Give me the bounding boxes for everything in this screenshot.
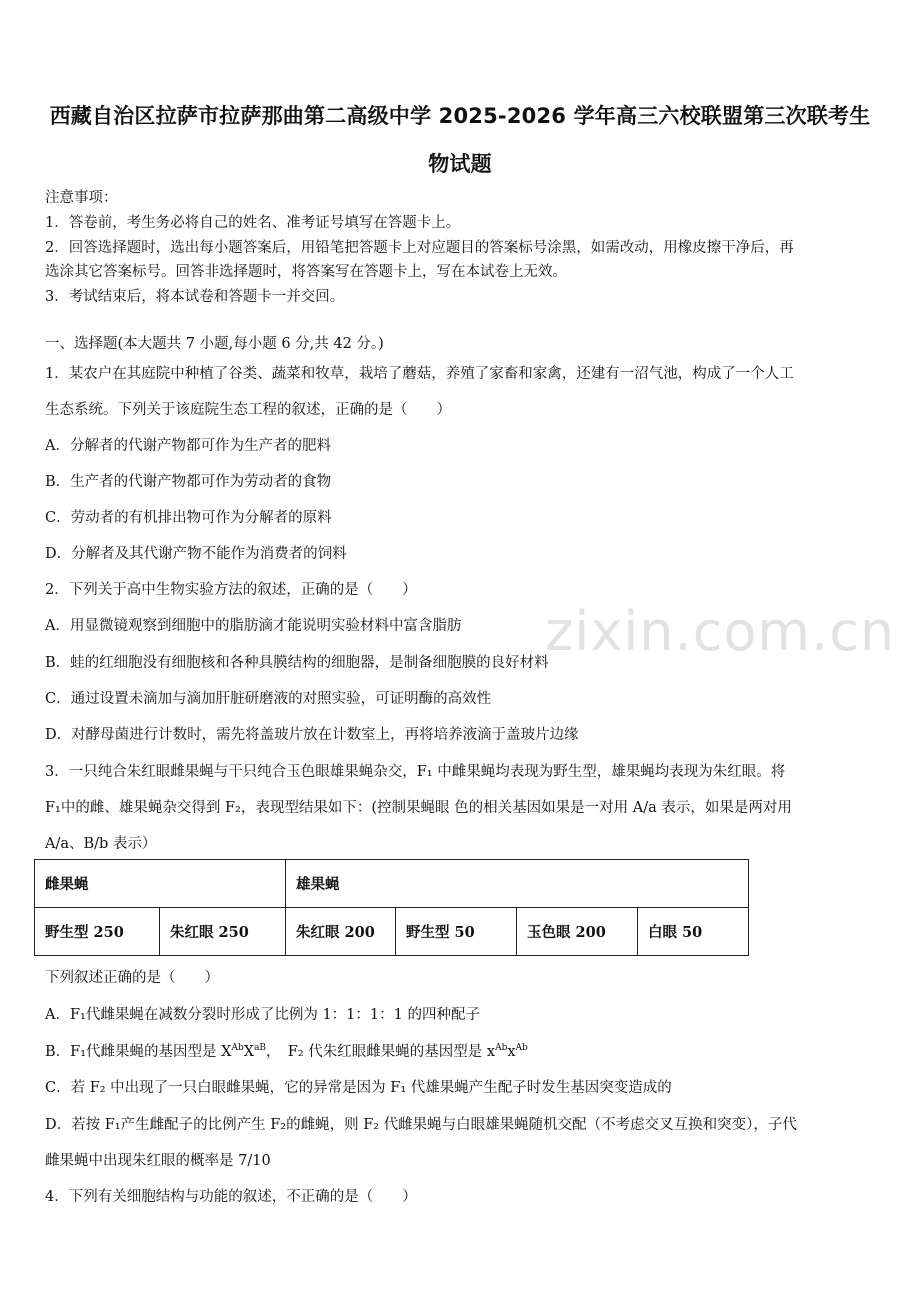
table-cell: 野生型 250 xyxy=(35,908,160,956)
table-cell: 玉色眼 200 xyxy=(517,908,638,956)
q1-option-a: A．分解者的代谢产物都可作为生产者的肥料 xyxy=(45,438,331,454)
q2-option-c: C．通过设置未滴加与滴加肝脏研磨液的对照实验，可证明酶的高效性 xyxy=(45,691,492,707)
notice-item-2a: 2．回答选择题时，选出每小题答案后，用铅笔把答题卡上对应题目的答案标号涂黑，如需改动，用橡皮擦干净后，再 xyxy=(45,240,794,256)
q3-option-b-part: ， F₂ 代朱红眼雌果蝇的基因型是 x xyxy=(266,1044,496,1060)
exam-title-line1: 西藏自治区拉萨市拉萨那曲第二高级中学 2025-2026 学年高三六校联盟第三次联考生 xyxy=(49,104,871,128)
notice-item-2b: 选涂其它答案标号。回答非选择题时，将答案写在答题卡上，写在本试卷上无效。 xyxy=(45,264,567,280)
q1-option-d: D．分解者及其代谢产物不能作为消费者的饲料 xyxy=(45,546,347,562)
q1-stem-b: 生态系统。下列关于该庭院生态工程的叙述，正确的是（ ） xyxy=(45,402,451,418)
table-cell: 白眼 50 xyxy=(638,908,749,956)
q1-option-b: B．生产者的代谢产物都可作为劳动者的食物 xyxy=(45,474,332,490)
table-cell: 朱红眼 200 xyxy=(286,908,396,956)
exam-title-line2: 物试题 xyxy=(428,152,492,176)
q3-option-b xyxy=(45,1040,528,1061)
table-row xyxy=(35,860,749,908)
superscript: Ab xyxy=(231,1043,244,1054)
section-heading: 一、选择题(本大题共 7 小题,每小题 6 分,共 42 分。) xyxy=(45,336,384,352)
q1-stem-a: 1．某农户在其庭院中种植了谷类、蔬菜和牧草，栽培了蘑菇，养殖了家畜和家禽，还建有一沼气池，构成了一个人工 xyxy=(45,366,794,382)
notice-heading: 注意事项： xyxy=(45,190,118,206)
superscript: Ab xyxy=(515,1043,528,1054)
table-cell: 朱红眼 250 xyxy=(160,908,286,956)
q3-option-a: A．F₁代雌果蝇在减数分裂时形成了比例为 1：1：1：1 的四种配子 xyxy=(45,1007,480,1023)
superscript: Ab xyxy=(495,1043,508,1054)
q2-option-a: A．用显微镜观察到细胞中的脂肪滴才能说明实验材料中富含脂肪 xyxy=(45,618,462,634)
q4-stem: 4．下列有关细胞结构与功能的叙述，不正确的是（ ） xyxy=(45,1189,417,1205)
q3-stem-c: A/a、B/b 表示） xyxy=(45,836,157,852)
q3-stem-a: 3．一只纯合朱红眼雌果蝇与干只纯合玉色眼雄果蝇杂交，F₁ 中雌果蝇均表现为野生型，雄果蝇均表现为朱红眼。将 xyxy=(45,764,786,780)
q3-option-d-a: D．若按 F₁产生雌配子的比例产生 F₂的雌蝇，则 F₂ 代雌果蝇与白眼雄果蝇随机交配（不考虑交叉互换和突变），子代 xyxy=(45,1117,797,1133)
q2-option-d: D．对酵母菌进行计数时，需先将盖玻片放在计数室上，再将培养液滴于盖玻片边缘 xyxy=(45,727,579,743)
q3-option-d-b: 雌果蝇中出现朱红眼的概率是 7/10 xyxy=(45,1153,271,1169)
q3-question: 下列叙述正确的是（ ） xyxy=(45,970,219,986)
q3-results-table xyxy=(34,859,749,956)
q1-option-c: C．劳动者的有机排出物可作为分解者的原料 xyxy=(45,510,332,526)
notice-item-3: 3．考试结束后，将本试卷和答题卡一并交回。 xyxy=(45,289,345,305)
q2-stem: 2．下列关于高中生物实验方法的叙述，正确的是（ ） xyxy=(45,582,417,598)
q3-option-b-part: X xyxy=(243,1044,255,1060)
female-header-cell: 雌果蝇 xyxy=(35,860,286,908)
table-row xyxy=(35,908,749,956)
notice-item-1: 1．答卷前，考生务必将自己的姓名、准考证号填写在答题卡上。 xyxy=(45,215,461,231)
watermark: zixin.com.cn xyxy=(545,600,896,663)
male-header-cell: 雄果蝇 xyxy=(286,860,749,908)
table-cell: 野生型 50 xyxy=(396,908,517,956)
q3-option-c: C．若 F₂ 中出现了一只白眼雌果蝇，它的异常是因为 F₁ 代雄果蝇产生配子时发生基因突变造成的 xyxy=(45,1080,672,1096)
q2-option-b: B．蛙的红细胞没有细胞核和各种具膜结构的细胞器，是制备细胞膜的良好材料 xyxy=(45,655,549,671)
superscript: aB xyxy=(254,1043,267,1054)
q3-option-b-part: x xyxy=(507,1044,516,1060)
q3-option-b-part: B．F₁代雌果蝇的基因型是 X xyxy=(45,1044,232,1060)
q3-stem-b: F₁中的雌、雄果蝇杂交得到 F₂，表现型结果如下：(控制果蝇眼 色的相关基因如果是一对用 A/a 表示，如果是两对用 xyxy=(45,800,792,816)
